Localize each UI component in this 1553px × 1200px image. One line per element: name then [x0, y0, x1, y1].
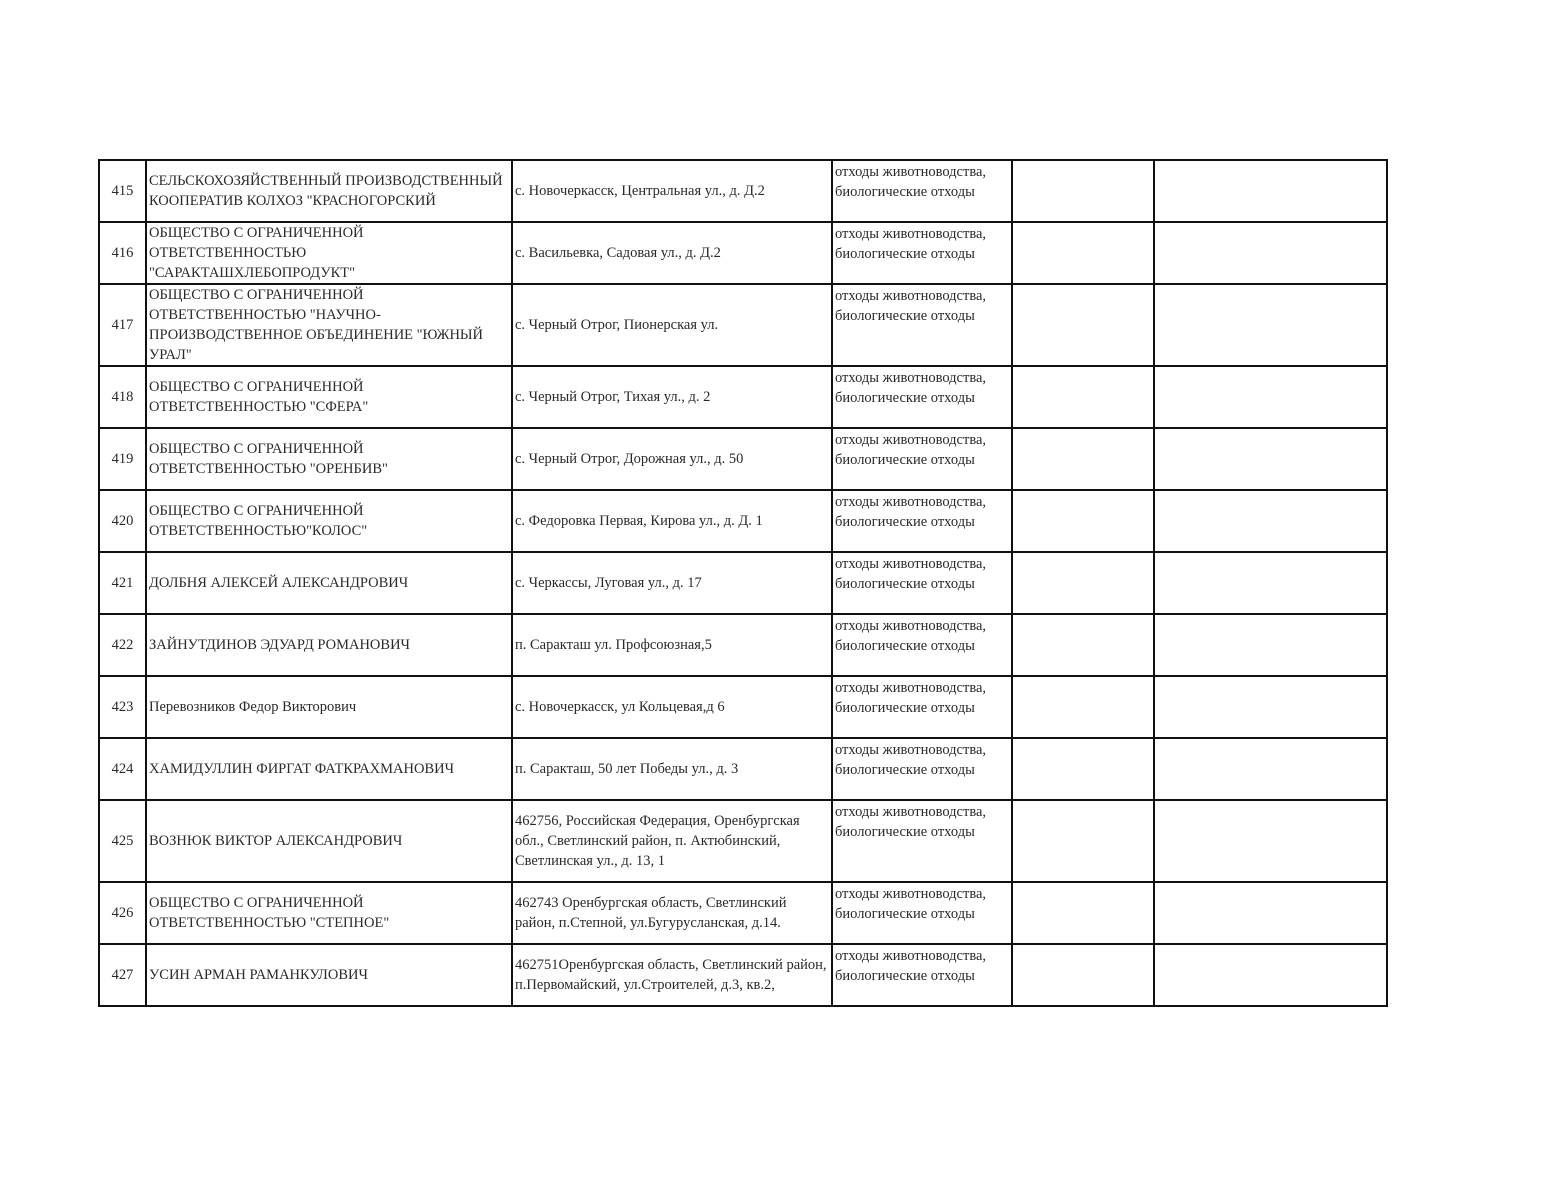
- table-row: [99, 284, 1387, 366]
- table-row: [99, 222, 1387, 284]
- organization-name-cell: ОБЩЕСТВО С ОГРАНИЧЕННОЙ ОТВЕТСТВЕННОСТЬЮ "НАУЧНО-ПРОИЗВОДСТВЕННОЕ ОБЪЕДИНЕНИЕ "ЮЖНЫЙ УРАЛ": [146, 284, 512, 366]
- empty-cell: [1012, 160, 1154, 222]
- table-row: [99, 676, 1387, 738]
- organization-name-cell: ОБЩЕСТВО С ОГРАНИЧЕННОЙ ОТВЕТСТВЕННОСТЬЮ "СТЕПНОЕ": [146, 882, 512, 944]
- empty-cell: [1154, 614, 1387, 676]
- address-cell: с. Новочеркасск, Центральная ул., д. Д.2: [512, 160, 832, 222]
- waste-type-cell: отходы животноводства, биологические отходы: [832, 284, 1012, 366]
- address-cell: с. Черный Отрог, Тихая ул., д. 2: [512, 366, 832, 428]
- organization-name-cell: ОБЩЕСТВО С ОГРАНИЧЕННОЙ ОТВЕТСТВЕННОСТЬЮ "СФЕРА": [146, 366, 512, 428]
- address-cell: с. Новочеркасск, ул Кольцевая,д 6: [512, 676, 832, 738]
- row-number-cell: 426: [99, 882, 146, 944]
- table-row: [99, 944, 1387, 1006]
- empty-cell: [1012, 366, 1154, 428]
- row-number-cell: 420: [99, 490, 146, 552]
- empty-cell: [1012, 676, 1154, 738]
- empty-cell: [1154, 490, 1387, 552]
- address-cell: с. Черкассы, Луговая ул., д. 17: [512, 552, 832, 614]
- empty-cell: [1012, 490, 1154, 552]
- organization-name-cell: ОБЩЕСТВО С ОГРАНИЧЕННОЙ ОТВЕТСТВЕННОСТЬЮ "САРАКТАШХЛЕБОПРОДУКТ": [146, 222, 512, 284]
- waste-type-cell: отходы животноводства, биологические отходы: [832, 552, 1012, 614]
- empty-cell: [1012, 284, 1154, 366]
- waste-type-cell: отходы животноводства, биологические отходы: [832, 738, 1012, 800]
- organization-name-cell: ВОЗНЮК ВИКТОР АЛЕКСАНДРОВИЧ: [146, 800, 512, 882]
- empty-cell: [1154, 800, 1387, 882]
- row-number-cell: 422: [99, 614, 146, 676]
- table-row: [99, 366, 1387, 428]
- empty-cell: [1012, 428, 1154, 490]
- organization-name-cell: ЗАЙНУТДИНОВ ЭДУАРД РОМАНОВИЧ: [146, 614, 512, 676]
- organization-name-cell: УСИН АРМАН РАМАНКУЛОВИЧ: [146, 944, 512, 1006]
- empty-cell: [1154, 222, 1387, 284]
- empty-cell: [1154, 428, 1387, 490]
- waste-type-cell: отходы животноводства, биологические отходы: [832, 428, 1012, 490]
- address-cell: с. Васильевка, Садовая ул., д. Д.2: [512, 222, 832, 284]
- table-row: [99, 490, 1387, 552]
- organization-name-cell: ХАМИДУЛЛИН ФИРГАТ ФАТКРАХМАНОВИЧ: [146, 738, 512, 800]
- empty-cell: [1012, 614, 1154, 676]
- empty-cell: [1012, 222, 1154, 284]
- row-number-cell: 417: [99, 284, 146, 366]
- address-cell: п. Саракташ ул. Профсоюзная,5: [512, 614, 832, 676]
- row-number-cell: 424: [99, 738, 146, 800]
- address-cell: 462751Оренбургская область, Светлинский район, п.Первомайский, ул.Строителей, д.3, кв.2,: [512, 944, 832, 1006]
- table-row: [99, 882, 1387, 944]
- organization-name-cell: ОБЩЕСТВО С ОГРАНИЧЕННОЙ ОТВЕТСТВЕННОСТЬЮ "ОРЕНБИВ": [146, 428, 512, 490]
- organization-name-cell: ДОЛБНЯ АЛЕКСЕЙ АЛЕКСАНДРОВИЧ: [146, 552, 512, 614]
- empty-cell: [1154, 552, 1387, 614]
- waste-type-cell: отходы животноводства, биологические отходы: [832, 366, 1012, 428]
- organization-name-cell: СЕЛЬСКОХОЗЯЙСТВЕННЫЙ ПРОИЗВОДСТВЕННЫЙ КООПЕРАТИВ КОЛХОЗ "КРАСНОГОРСКИЙ: [146, 160, 512, 222]
- row-number-cell: 419: [99, 428, 146, 490]
- table-row: [99, 428, 1387, 490]
- address-cell: 462743 Оренбургская область, Светлинский район, п.Степной, ул.Бугурусланская, д.14.: [512, 882, 832, 944]
- address-cell: с. Черный Отрог, Дорожная ул., д. 50: [512, 428, 832, 490]
- waste-type-cell: отходы животноводства, биологические отходы: [832, 222, 1012, 284]
- registry-table: [98, 159, 1388, 1007]
- row-number-cell: 421: [99, 552, 146, 614]
- waste-type-cell: отходы животноводства, биологические отходы: [832, 800, 1012, 882]
- row-number-cell: 423: [99, 676, 146, 738]
- row-number-cell: 425: [99, 800, 146, 882]
- row-number-cell: 416: [99, 222, 146, 284]
- empty-cell: [1154, 676, 1387, 738]
- table-row: [99, 614, 1387, 676]
- empty-cell: [1012, 738, 1154, 800]
- table-row: [99, 800, 1387, 882]
- table-body: [99, 160, 1387, 1006]
- empty-cell: [1012, 800, 1154, 882]
- waste-type-cell: отходы животноводства, биологические отходы: [832, 944, 1012, 1006]
- address-cell: 462756, Российская Федерация, Оренбургская обл., Светлинский район, п. Актюбинский, Светлинская ул., д. 13, 1: [512, 800, 832, 882]
- organization-name-cell: Перевозников Федор Викторович: [146, 676, 512, 738]
- address-cell: с. Черный Отрог, Пионерская ул.: [512, 284, 832, 366]
- empty-cell: [1012, 944, 1154, 1006]
- waste-type-cell: отходы животноводства, биологические отходы: [832, 490, 1012, 552]
- table-row: [99, 552, 1387, 614]
- empty-cell: [1012, 552, 1154, 614]
- waste-type-cell: отходы животноводства, биологические отходы: [832, 676, 1012, 738]
- row-number-cell: 415: [99, 160, 146, 222]
- empty-cell: [1154, 284, 1387, 366]
- row-number-cell: 418: [99, 366, 146, 428]
- address-cell: с. Федоровка Первая, Кирова ул., д. Д. 1: [512, 490, 832, 552]
- empty-cell: [1154, 738, 1387, 800]
- waste-type-cell: отходы животноводства, биологические отходы: [832, 160, 1012, 222]
- row-number-cell: 427: [99, 944, 146, 1006]
- empty-cell: [1154, 882, 1387, 944]
- waste-type-cell: отходы животноводства, биологические отходы: [832, 882, 1012, 944]
- table-row: [99, 160, 1387, 222]
- waste-type-cell: отходы животноводства, биологические отходы: [832, 614, 1012, 676]
- empty-cell: [1154, 944, 1387, 1006]
- table-row: [99, 738, 1387, 800]
- organization-name-cell: ОБЩЕСТВО С ОГРАНИЧЕННОЙ ОТВЕТСТВЕННОСТЬЮ"КОЛОС": [146, 490, 512, 552]
- empty-cell: [1154, 160, 1387, 222]
- empty-cell: [1012, 882, 1154, 944]
- empty-cell: [1154, 366, 1387, 428]
- address-cell: п. Саракташ, 50 лет Победы ул., д. 3: [512, 738, 832, 800]
